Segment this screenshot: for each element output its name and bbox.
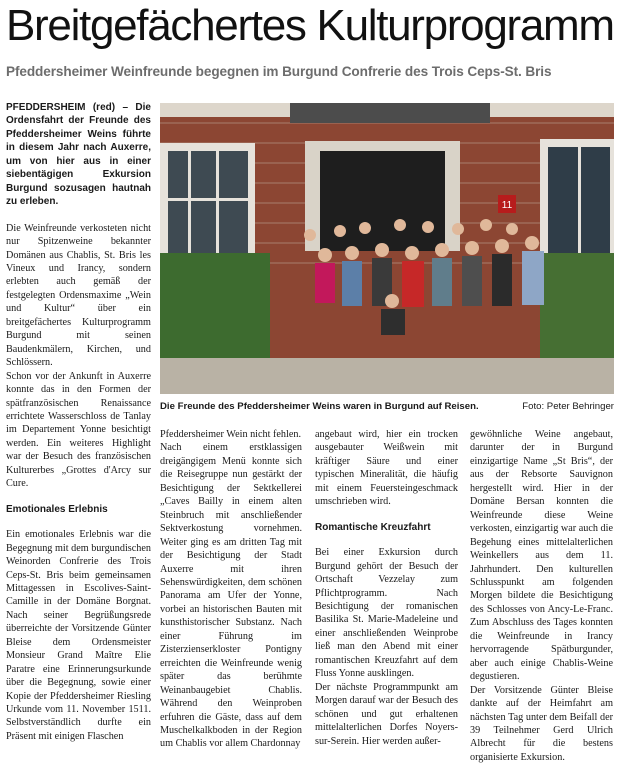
lead-paragraph: PFEDDERSHEIM (red) – Die Ordensfahrt der Freunde des Pfeddersheimer Weins führte in diesem Jahr nach Auxerre, um von hier aus in einer siebentägigen Exkursion Burgund sozusagen hautnah zu erleben. (6, 102, 151, 208)
column-2 (160, 428, 302, 751)
photo-caption (160, 401, 616, 412)
column-3 (315, 428, 458, 748)
column-4 (470, 428, 613, 764)
group-photo (160, 103, 614, 394)
caption-text: Die Freunde des Pfeddersheimer Weins waren in Burgund auf Reisen. (160, 401, 479, 412)
paragraph: Die Weinfreunde verkosteten nicht nur Spitzenweine bekannter Domänen aus Chablis, St. Bris les Vineux und Irancy, sondern erlebten auch gemäß der festgelegten Ordensmaxime „Wein und Kultur“ über ein breitgefächertes Kulturprogramm Burgund mit seinen Baudenkmälern, Kirchen, und Schlössern. (6, 222, 151, 369)
paragraph: Nach einem erstklassigen dreigängigem Menü konnte sich die Reisegruppe nun gestärkt der Besichtigung der Sektkellerei „Caves Bailly in einem alten Steinbruch mit anschließender Sektverkostung vornehmen. Weiter ging es am dritten Tag mit der Besichtigung der Stadt Auxerre mit ihren Sehenswürdigkeiten, dem schönen Panorama am Ufer der Yonne, vorbei an historischen Bauten mit kunsthistorischer Substanz. Nach einer Führung im Zisterzienserkloster Pontigny erreichten die Weinfreunde wenig später das berühmte Weinanbaugebiet Chablis. Während den Weinproben erfuhren die Gäste, dass auf dem Muschelkalkboden in der Region um Chablis vor allem Chardonnay (160, 442, 302, 750)
paragraph: angebaut wird, hier ein trocken ausgebauter Weißwein mit kräftiger Säure und einer typischen Mineralität, die häufig mit einem Feuersteingeschmack umschrieben wird. (315, 429, 458, 508)
paragraph: gewöhnliche Weine angebaut, darunter der in Burgund einzigartige Name „St Bris“, der aus der Rebsorte Sauvignon hergestellt wird. Hier in der Domäne Bersan konnten die Weinfreunde diese Weine verkosten, einzigartig war auch die Begehung eines mittelalterlichen Weinkellers aus dem 11. Jahrhundert. Den kulturellen Schlusspunkt am folgenden Morgen bildete die Besichtigung des Schlosses von Ancy-Le-Franc. Zum Abschluss des Tages konnten die Weinfreunde in Irancy hervorragende Spätburgunder, aber auch einige Chablis-Weine degustieren. (470, 429, 613, 683)
paragraph: Der nächste Programmpunkt am Morgen darauf war der Besuch des schönen und gut erhaltenen mittelalterlichen Dorfes Noyers-sur-Serein. Hier werden außer- (315, 681, 458, 747)
photo-credit: Foto: Peter Behringer (522, 401, 614, 412)
subheadline: Pfeddersheimer Weinfreunde begegnen im Burgund Confrerie des Trois Ceps-St. Bris (6, 64, 552, 79)
subheading: Emotionales Erlebnis (6, 503, 108, 515)
paragraph: Ein emotionales Erlebnis war die Begegnung mit dem burgundischen Weinorden Confrerie des Trois Ceps-St. Bris beim gemeinsamen Mittagessen in Escolives-Saint-Camille in der Domäne Borgnat. Nach seiner Begrüßungsrede überreichte der Vorsitzende Günter Bleise dem Ordensmeister Monsieur Grand Maître Elie Paratre eine Erinnerungsurkunde über die Begegnung, sowie einer Kopie der Pfeddersheimer Riesling Urkunde vom 11. November 1511. Selbstverständlich durfte ein Präsent mit einigen Flaschen (6, 529, 151, 742)
column-1 (6, 101, 151, 743)
subheading: Romantische Kreuzfahrt (315, 521, 431, 533)
headline: Breitgefächertes Kulturprogramm (6, 1, 614, 50)
paragraph: Der Vorsitzende Günter Bleise dankte auf der Heimfahrt am nächsten Tag unter dem Beifall der 39 Teilnehmer Gerd Ulrich Albrecht für die bestens organisierte Exkursion. (470, 684, 613, 763)
paragraph: Bei einer Exkursion durch Burgund gehört der Besuch der Ortschaft Vezzelay zum Pflichtprogramm. Nach Besichtigung der romanischen Basilika St. Marie-Madeleine und einer anschließenden Weinprobe ließ man den Abend mit einer romantischen Kreuzfahrt auf dem Fluss Yonne ausklingen. (315, 547, 458, 680)
paragraph: Schon vor der Ankunft in Auxerre konnte das in den Formen der spätfranzösischen Renaissance errichtete Wasserschloss de Tanlay im Departement Yonne besichtigt werden. Ein weiteres Highlight war der Besuch des französischen Kulturerbes „Grottes d'Arcy sur Cure. (6, 370, 151, 490)
paragraph: Pfeddersheimer Wein nicht fehlen. (160, 429, 302, 440)
house-number: 11 (501, 200, 513, 211)
